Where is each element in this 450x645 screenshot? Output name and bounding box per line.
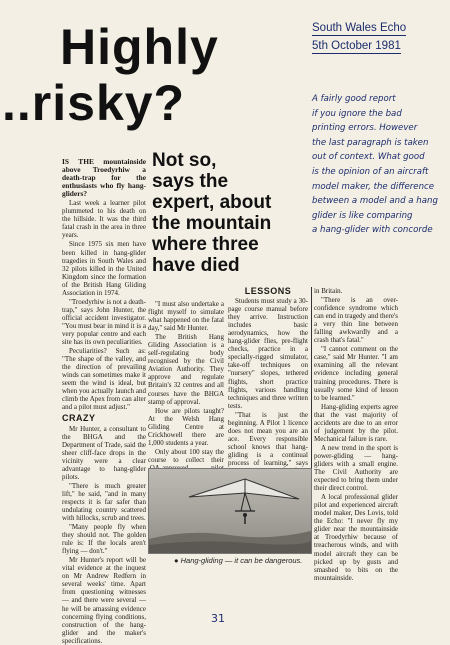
article-column-3 — [228, 287, 308, 465]
note-line: between a model and a hang — [312, 196, 438, 207]
headline-line-2: ..risky? — [2, 75, 186, 131]
paragraph: The British Hang Gliding Association is a self-regulating body recognised by the Civil Aviation Authority. They approve and regulate Britain's 32 centres and all courses have the BHGA stamp of approval. — [148, 333, 224, 406]
paragraph: Mr Hunter's report will be vital evidence at the inquest on Mr Andrew Redfern in several weeks' time. Apart from questioning witnesses — and there were several — he will be amassing evidence concerning flying conditions, construction of the hang-glider and the maker's specifications. — [62, 556, 146, 645]
note-line: if you ignore the bad — [312, 108, 402, 119]
standfirst-line: Not so, — [152, 150, 217, 171]
article-column-2 — [148, 300, 224, 465]
hang-glider-illustration — [149, 469, 311, 553]
paragraph: "There is an over-confidence syndrome which can end in tragedy and there's a very thin line between falling awkwardly and a crash that's fatal." — [314, 296, 398, 345]
paragraph: A local professional glider pilot and experienced aircraft model maker, Des Lovis, told the Echo: "I never fly my glider near the mountainside at Troedyrhiw because of treacherous winds, and with model aircraft they can be picked up by gusts and smashed to bits on the mountainside. — [314, 493, 398, 582]
paragraph: in Britain. — [314, 287, 343, 295]
photo-caption — [174, 556, 302, 565]
paragraph: "There is much greater lift," he said, "and in many respects it is far safer than undulating country scattered with hillocks, scrub and trees. — [62, 481, 146, 523]
paragraph: "That is just the beginning. A Pilot 1 licence does not mean you are an ace. Every responsible school knows that hang-gliding is a continual process of learning," says — [228, 410, 308, 467]
paragraph: Mr Hunter, a consultant to the BHGA and the Department of Trade, said the sheer cliff-face drops in the vicinity were a clear advantage to hang-glider pilots. — [62, 424, 146, 481]
paragraph: Students must study a 30-page course manual before they arrive. Instruction includes basic aerodynamics, how the hang-glider flies, pre-flight checks, practice in a specially-rigged simulator, take-off techniques on "nursery" slopes, tethered flights, short practice flights, various handling techniques and three written tests. — [228, 297, 308, 410]
paragraph: "Many people fly when they should not. The golden rule is: If the locals aren't flying — don't." — [62, 523, 146, 556]
note-line: glider is like comparing — [312, 210, 413, 221]
note-line: model maker, the difference — [312, 181, 435, 192]
handwritten-note — [312, 92, 450, 238]
paragraph: Hang-gliding experts agree that the vast majority of accidents are due to an error of judgement by the pilot. Mechanical failure is rare. — [314, 402, 398, 443]
note-line: printing errors. However — [312, 123, 418, 134]
paragraph: Peculiarities? Such as: "The shape of the valley, and the direction of prevailing winds can sometimes make it seem the wind is ideal, but when you actually launch and climb the Apex from can alter and a pilot must adjust." — [62, 347, 146, 412]
paragraph: "I must also undertake a flight myself to simulate what happened on the fatal day," said Mr Hunter. — [148, 300, 224, 333]
standfirst-line: expert, about — [152, 192, 272, 213]
standfirst-line: the mountain — [152, 213, 272, 234]
standfirst-line: says the — [152, 171, 229, 192]
paragraph: How are pilots taught? At the Welsh Hang Gliding Centre at Crickhowell there are 1,000 students a year. — [148, 406, 224, 447]
subheading-lessons: LESSONS — [244, 286, 292, 296]
note-line: is the opinion of an aircraft — [312, 166, 429, 177]
paragraph: A new trend in the sport is power-gliding — hang-gliders with a small engine. The Civil Authority are expected to bring them under their direct control. — [314, 443, 398, 493]
standfirst-line: where three — [152, 234, 259, 255]
paragraph: Last week a learner pilot plummeted to his death on the hillside. It was the third fatal crash in the area in three years. — [62, 199, 146, 240]
paragraph: Since 1975 six men have been killed in hang-glider tragedies in South Wales and 32 pilots killed in the United Kingdom since the formation of the British Hang Gliding Association in 1974. — [62, 240, 146, 297]
paragraph: Only about 100 stay the course to collect their — [148, 447, 224, 464]
article-column-1 — [62, 157, 146, 645]
paragraph: "Troedyrhiw is not a death-trap," says John Hunter, the official accident investigator. "You must bear in mind it is a very popular centre and each site has its own peculiarities. — [62, 297, 146, 347]
note-line: a hang-glider with concorde — [312, 225, 433, 236]
hang-glider-photo — [148, 468, 312, 554]
bullet-icon: ● — [174, 556, 179, 565]
note-line: the last paragraph is taken — [312, 137, 429, 148]
standfirst — [152, 150, 312, 276]
note-line: out of context. What good — [312, 152, 425, 163]
lead-paragraph: IS THE mountainside above Troedyrhiw a death-trap for the enthusiasts who fly hang-gliders? — [62, 157, 146, 199]
article-column-4 — [314, 287, 398, 582]
subheading-crazy: CRAZY — [62, 413, 96, 424]
caption-text: Hang-gliding — it can be dangerous. — [180, 556, 303, 565]
page-number: 31 — [211, 612, 225, 625]
headline-line-1: Highly — [60, 19, 219, 75]
source-annotation — [312, 22, 406, 54]
standfirst-line: have died — [152, 255, 240, 276]
publication-date: 5th October 1981 — [312, 40, 401, 54]
publication-name: South Wales Echo — [312, 22, 406, 36]
paragraph: "I cannot comment on the case," said Mr Hunter. "I am examining all the relevant evidence including general training procedures. There is usually some kind of lesson to be learned." — [314, 345, 398, 402]
note-line: A fairly good report — [312, 94, 396, 104]
